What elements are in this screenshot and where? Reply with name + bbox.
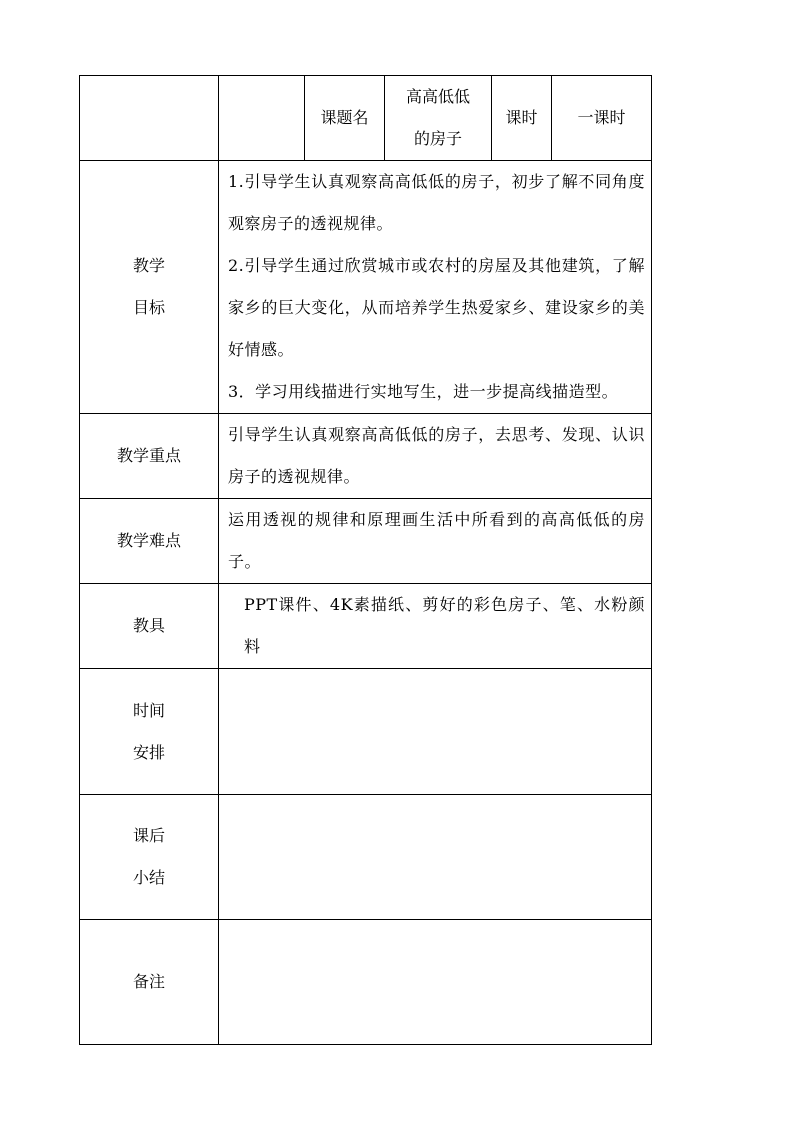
materials-label: 教具: [80, 584, 219, 669]
header-empty-cell-2: [219, 76, 305, 161]
materials-content: PPT课件、4K素描纸、剪好的彩色房子、笔、水粉颜料: [219, 584, 652, 669]
period-value: 一课时: [552, 76, 652, 161]
materials-row: [80, 584, 652, 669]
summary-label-line1: 课后: [132, 826, 165, 845]
lesson-plan-table: [79, 75, 652, 1045]
period-label: 课时: [492, 76, 552, 161]
summary-content[interactable]: [219, 795, 652, 920]
key-points-row: [80, 414, 652, 499]
course-label: 课题名: [305, 76, 385, 161]
notes-content[interactable]: [219, 920, 652, 1045]
summary-label-line2: 小结: [132, 868, 165, 887]
time-content[interactable]: [219, 669, 652, 795]
key-points-label: 教学重点: [80, 414, 219, 499]
time-label-line1: 时间: [132, 700, 165, 720]
objectives-label: [80, 161, 219, 414]
difficulties-row: [80, 499, 652, 584]
difficulties-label: 教学难点: [80, 499, 219, 584]
header-row: [80, 76, 652, 161]
objective-item-3: 3．学习用线描进行实地写生，进一步提高线描造型。: [228, 382, 619, 401]
time-label: [80, 669, 219, 795]
summary-label: [80, 795, 219, 920]
difficulties-content: 运用透视的规律和原理画生活中所看到的高高低低的房子。: [219, 499, 652, 584]
course-title: [385, 76, 492, 161]
course-title-line2: 的房子: [413, 129, 462, 148]
objectives-label-line2: 目标: [132, 298, 165, 317]
key-points-content: 引导学生认真观察高高低低的房子，去思考、发现、认识房子的透视规律。: [219, 414, 652, 499]
objective-item-2: 2.引导学生通过欣赏城市或农村的房屋及其他建筑，了解家乡的巨大变化，从而培养学生热爱家乡、建设家乡的美好情感。: [228, 256, 645, 359]
summary-row: [80, 795, 652, 920]
time-row: [80, 669, 652, 795]
objectives-label-line1: 教学: [132, 256, 165, 275]
header-empty-cell: [80, 76, 219, 161]
course-title-line1: 高高低低: [405, 87, 470, 106]
notes-label: 备注: [80, 920, 219, 1045]
objectives-content: [219, 161, 652, 414]
objectives-row: [80, 161, 652, 414]
notes-row: [80, 920, 652, 1045]
objective-item-1: 1.引导学生认真观察高高低低的房子，初步了解不同角度观察房子的透视规律。: [228, 172, 645, 233]
time-label-line2: 安排: [132, 742, 165, 762]
